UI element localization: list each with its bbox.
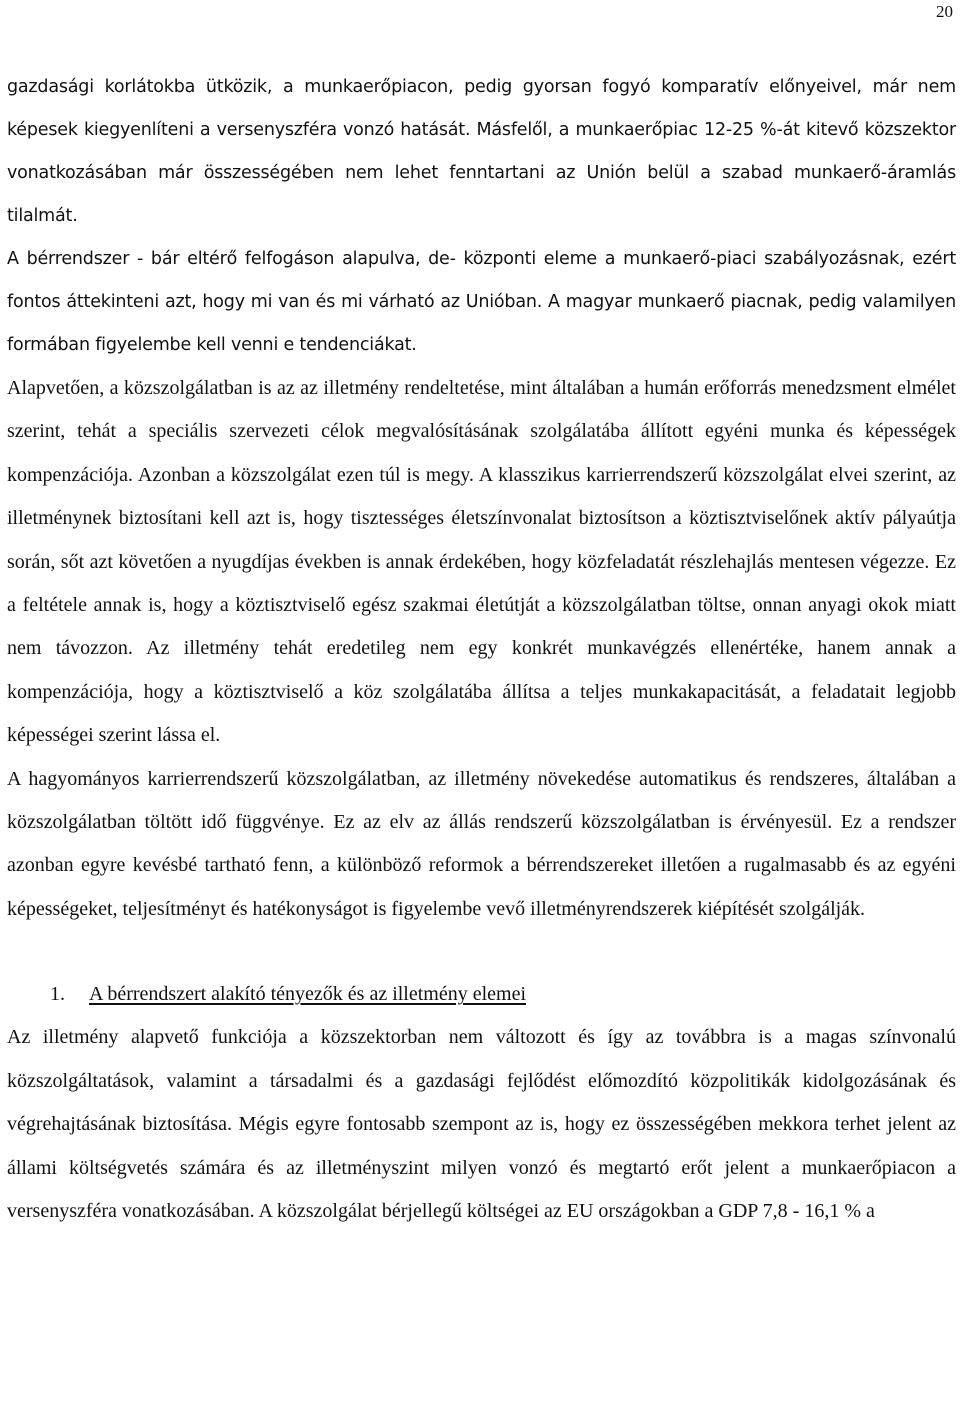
paragraph-wage-system-regulation: A bérrendszer - bár eltérő felfogáson alapulva, de- központi eleme a munkaerő-piaci szabályozásnak, ezért fontos áttekinteni azt, hogy mi van és mi várható az Unióban. A magyar munkaerő piacnak, pedig valamilyen formában figyelembe kell venni e tendenciákat. [7,249,956,355]
paragraph-traditional-career-system: A hagyományos karrierrendszerű közszolgálatban, az illetmény növekedése automatikus és rendszeres, általában a közszolgálatban töltött idő függvénye. Ez az elv az állás rendszerű közszolgálatban is érvényesül. Ez a rendszer azonban egyre kevésbé tartható fenn, a különböző reformok a bérrendszereket illetően a rugalmasabb és az egyéni képességeket, teljesítményt és hatékonyságot is figyelembe vevő illetményrendszerek kiépítését szolgálják. [7,767,956,920]
paragraph-salary-function: Az illetmény alapvető funkciója a közszektorban nem változott és így az továbbra is a magas színvonalú közszolgáltatások, valamint a társadalmi és a gazdasági fejlődést előmozdító közpolitikák kidolgozásának és végrehajtásának biztosítása. Mégis egyre fontosabb szempont az is, hogy ez összességében mekkora terhet jelent az állami költségvetés számára és az illetményszint milyen vonzó és megtartó erőt jelent a munkaerőpiacon a versenyszféra vonatkozásában. A közszolgálat bérjellegű költségei az EU országokban a GDP 7,8 - 16,1 % a [7,1026,956,1222]
paragraph-salary-purpose: Alapvetően, a közszolgálatban is az az illetmény rendeltetése, mint általában a humán erőforrás menedzsment elmélet szerint, tehát a speciális szervezeti célok megvalósításának szolgálatába állított egyéni munka és képességek kompenzációja. Azonban a közszolgálat ezen túl is megy. A klasszikus karrierrendszerű közszolgálat elvei szerint, az illetménynek biztosítani kell azt is, hogy tisztességes életszínvonalat biztosítson a köztisztviselőnek aktív pályaútja során, sőt azt követően a nyugdíjas években is annak érdekében, hogy közfeladatát részlehajlás mentesen végezze. Ez a feltétele annak is, hogy a köztisztviselő egész szakmai életútját a közszolgálatban töltse, onnan anyagi okok miatt nem távozzon. Az illetmény tehát eredetileg nem egy konkrét munkavégzés ellenértéke, hanem annak a kompenzációja, hogy a köztisztviselő a köz szolgálatába állítsa a teljes munkakapacitását, a feladatait legjobb képességei szerint lássa el. [7,377,956,747]
section-heading-number: 1. [50,983,65,1006]
document-body [7,66,956,1233]
section-heading-title: A bérrendszert alakító tényezők és az illetmény elemei [89,983,527,1006]
section-heading [7,973,956,1016]
page-number: 20 [936,2,953,21]
paragraph-labor-market-intro: gazdasági korlátokba ütközik, a munkaerőpiacon, pedig gyorsan fogyó komparatív előnyeivel, már nem képesek kiegyenlíteni a versenyszféra vonzó hatását. Másfelől, a munkaerőpiac 12-25 %-át kitevő közszektor vonatkozásában már összességében nem lehet fenntartani az Unión belül a szabad munkaerő-áramlás tilalmát. [7,77,956,226]
